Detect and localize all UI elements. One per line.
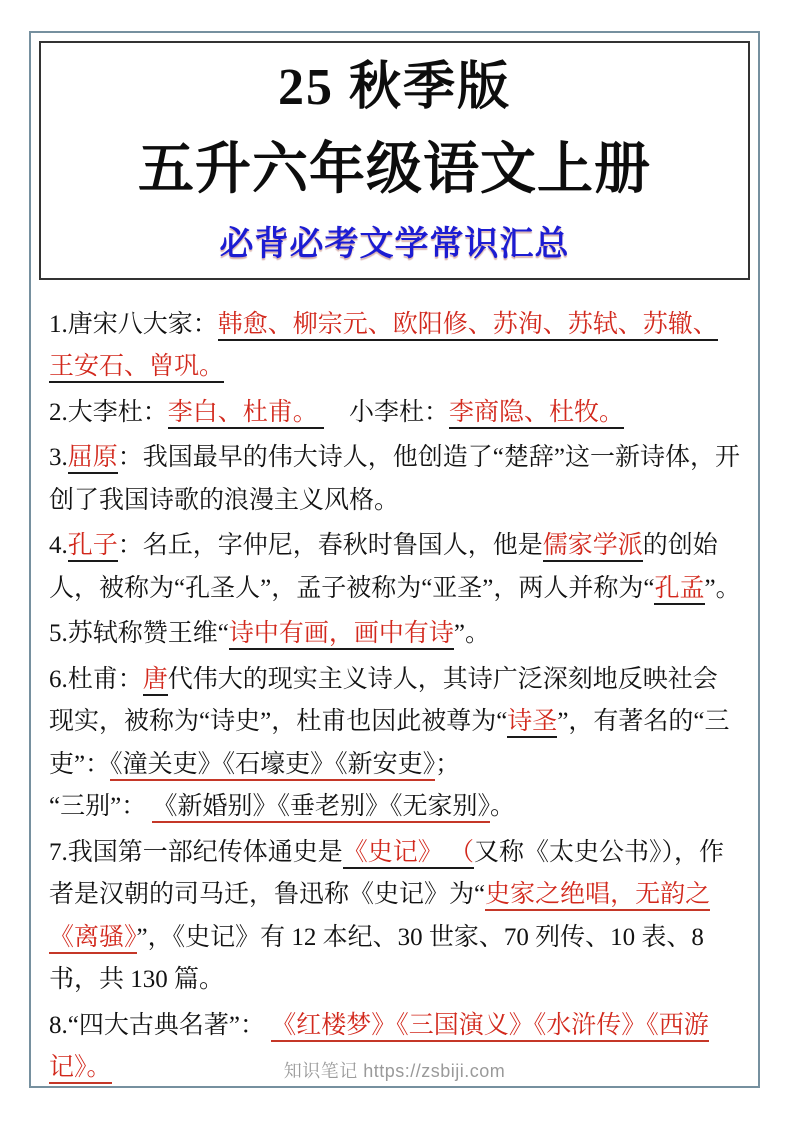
text-segment: 小李杜： xyxy=(324,398,450,426)
text-segment: ：我国最早的伟大诗人，他创造了“楚辞”这一新诗体，开创了我国诗歌的浪漫主义风格。 xyxy=(49,444,740,514)
text-segment: 7.我国第一部纪传体通史是 xyxy=(49,838,343,866)
text-segment: 韩愈、柳宗元、欧阳修、苏洵、苏轼、苏辙、王安石、曾巩。 xyxy=(49,311,718,384)
list-item-7 xyxy=(49,832,742,1002)
text-segment: 屈原 xyxy=(68,444,118,474)
text-segment: 《新婚别》《垂老别》《无家别》 xyxy=(152,793,490,823)
text-segment: ”。 xyxy=(453,620,490,648)
list-item-6 xyxy=(49,659,742,829)
page-frame-border xyxy=(29,31,760,1088)
text-segment: “三别”： xyxy=(49,793,153,821)
text-segment: 2.大李杜： xyxy=(49,398,168,426)
text-segment: 儒家学派 xyxy=(543,532,643,562)
text-segment: ：名丘，字仲尼，春秋时鲁国人，他是 xyxy=(117,532,543,560)
edition-title: 25 秋季版 xyxy=(277,59,511,116)
footer xyxy=(31,1057,758,1083)
text-segment: ”。 xyxy=(704,574,741,602)
text-segment: 又称《太史公书》），作者是汉朝的司马迁，鲁迅称《史记》为“ xyxy=(49,838,725,909)
text-segment: 代伟大的现实主义诗人，其诗广泛深刻地反映社会现实，被称为“诗史”，杜甫也因此被尊为“ xyxy=(49,665,718,736)
list-item-1 xyxy=(49,304,742,389)
text-segment: 唐 xyxy=(143,666,168,696)
text-segment: 《潼关吏》《石壕吏》《新安吏》 xyxy=(110,751,435,781)
text-segment: 李白、杜甫。 xyxy=(168,399,324,429)
subtitle: 必背必考文学常识汇总 xyxy=(219,225,570,263)
text-segment: 4. xyxy=(49,532,68,560)
text-segment: 。 xyxy=(489,793,515,821)
text-segment: 《史记》 （ xyxy=(343,839,474,869)
footer-watermark-text: 知识笔记 https://zsbiji.com xyxy=(283,1061,506,1081)
text-segment: 《红楼梦》《三国演义》《水浒传》《西游记》。 xyxy=(49,1012,709,1085)
text-segment: 8.“四大古典名著”： xyxy=(49,1011,272,1039)
text-segment: 诗圣 xyxy=(507,708,557,738)
knowledge-list xyxy=(49,304,742,1090)
text-segment: 李商隐、杜牧。 xyxy=(449,399,624,429)
text-segment: ”，《史记》有 12 本纪、30 世家、70 列传、10 表、8 书，共 130 篇。 xyxy=(49,923,704,994)
book-title: 五升六年级语文上册 xyxy=(138,139,651,201)
text-segment: 的创始人，被称为“孔圣人”，孟子被称为“亚圣”，两人并称为“ xyxy=(49,532,718,602)
list-item-5 xyxy=(49,613,742,656)
text-segment: 1.唐宋八大家： xyxy=(49,310,218,338)
text-segment: 3. xyxy=(49,444,68,472)
list-item-3 xyxy=(49,437,742,522)
text-segment: 孔子 xyxy=(68,532,118,562)
text-segment: 史家之绝唱，无韵之《离骚》 xyxy=(49,881,710,954)
text-segment: 5.苏轼称赞王维“ xyxy=(49,620,229,648)
text-segment: 孔孟 xyxy=(654,575,704,605)
text-segment: 6.杜甫： xyxy=(49,665,143,693)
list-item-4 xyxy=(49,525,742,610)
list-item-2 xyxy=(49,392,742,435)
text-segment: ”，有著名的“三吏”： xyxy=(49,708,730,778)
title-box xyxy=(39,41,750,280)
text-segment: ； xyxy=(435,750,461,778)
text-segment: 诗中有画，画中有诗 xyxy=(229,620,454,650)
